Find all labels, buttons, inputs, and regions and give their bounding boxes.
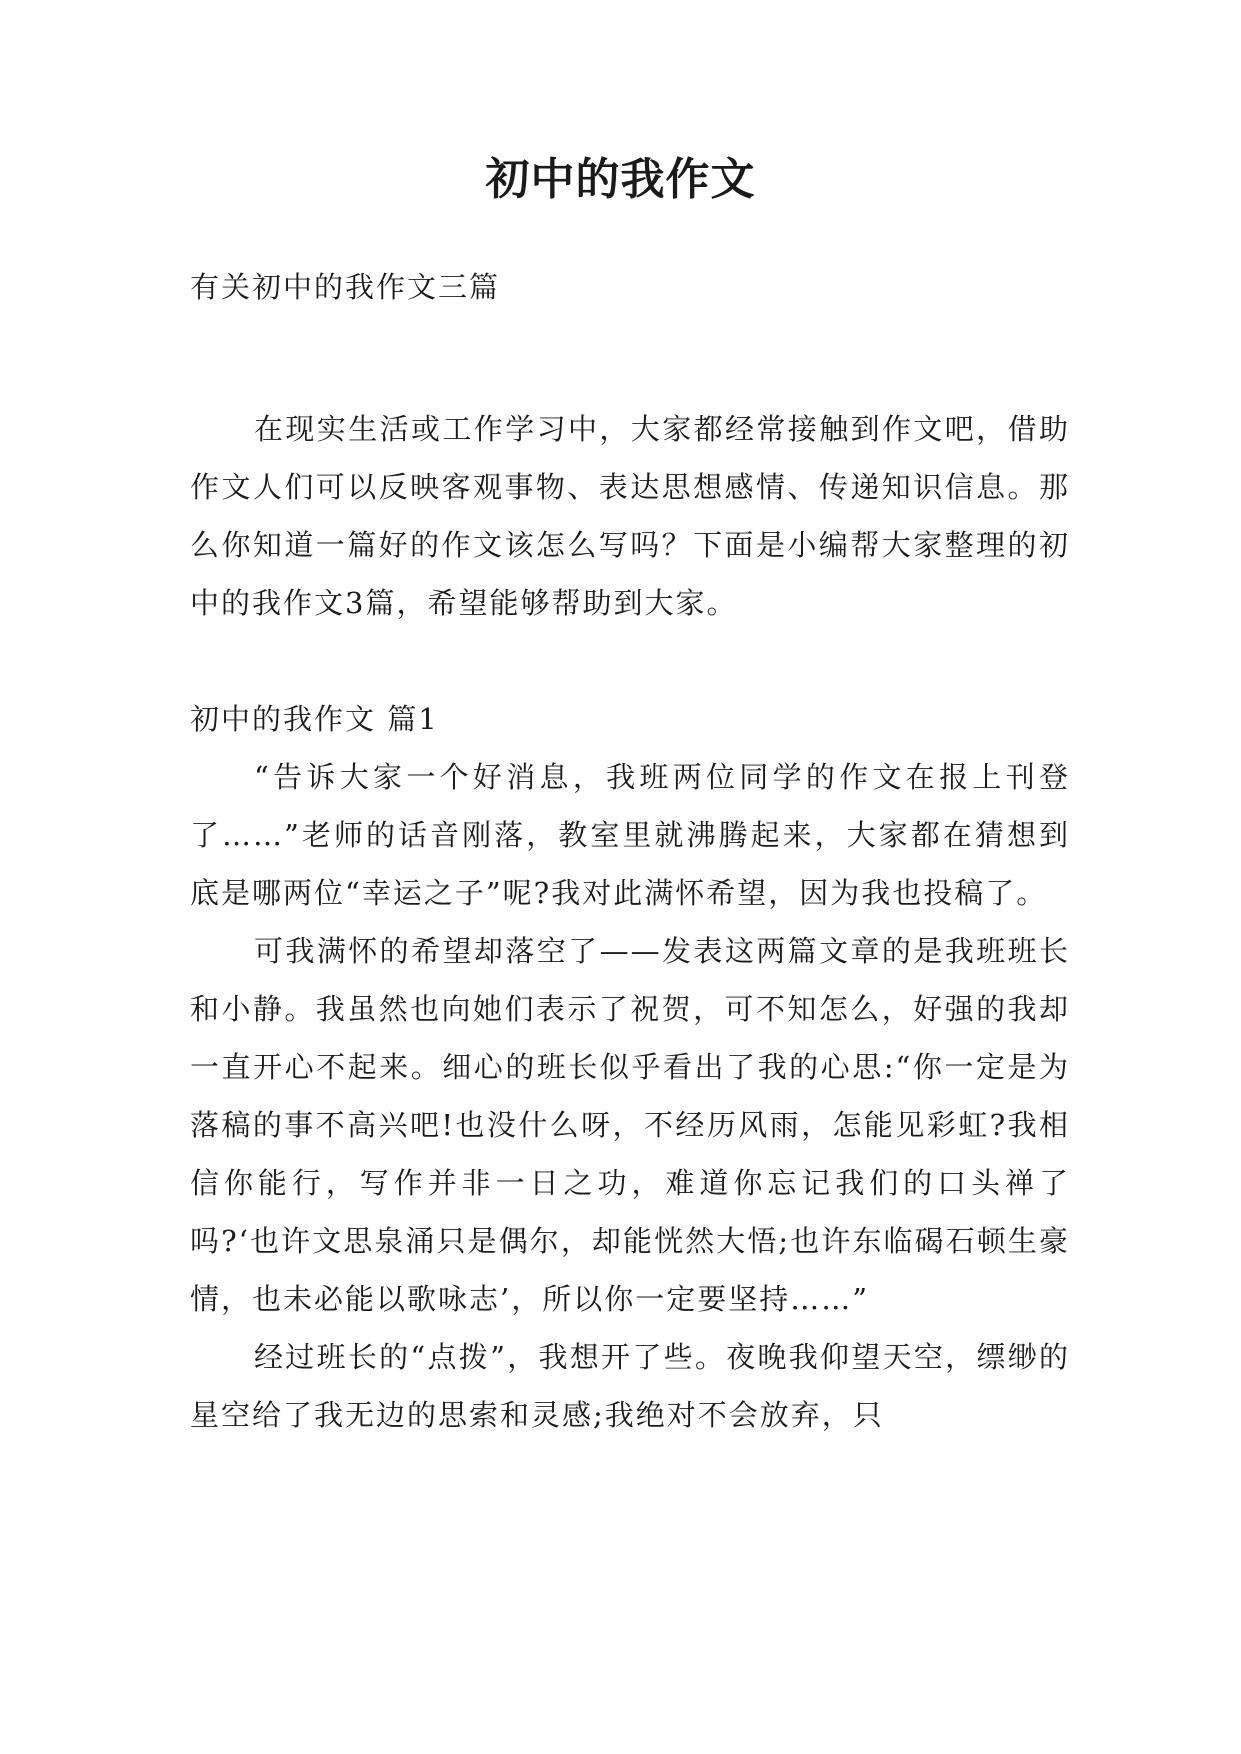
document-subtitle: 有关初中的我作文三篇 — [190, 270, 501, 304]
section-1 — [190, 690, 1070, 1444]
body-paragraph-2: 可我满怀的希望却落空了——发表这两篇文章的是我班班长和小静。我虽然也向她们表示了祝贺，可不知怎么，好强的我却一直开心不起来。细心的班长似乎看出了我的心思:“你一定是为落稿的事不高兴吧!也没什么呀，不经历风雨，怎能见彩虹?我相信你能行，写作并非一日之功，难道你忘记我们的口头禅了吗?‘也许文思泉涌只是偶尔，却能恍然大悟;也许东临碣石顿生豪情，也未必能以歌咏志’，所以你一定要坚持……” — [190, 934, 1070, 1316]
intro-paragraph: 在现实生活或工作学习中，大家都经常接触到作文吧，借助作文人们可以反映客观事物、表达思想感情、传递知识信息。那么你知道一篇好的作文该怎么写吗？下面是小编帮大家整理的初中的我作文3篇，希望能够帮助到大家。 — [190, 412, 1070, 620]
body-paragraph-1: “告诉大家一个好消息，我班两位同学的作文在报上刊登了……”老师的话音刚落，教室里就沸腾起来，大家都在猜想到底是哪两位“幸运之子”呢?我对此满怀希望，因为我也投稿了。 — [190, 760, 1070, 910]
intro-block — [190, 400, 1070, 632]
body-paragraph-3: 经过班长的“点拨”，我想开了些。夜晚我仰望天空，缥缈的星空给了我无边的思索和灵感;我绝对不会放弃，只 — [190, 1340, 1070, 1432]
section-heading: 初中的我作文 篇1 — [190, 702, 439, 736]
document-title: 初中的我作文 — [485, 154, 756, 205]
